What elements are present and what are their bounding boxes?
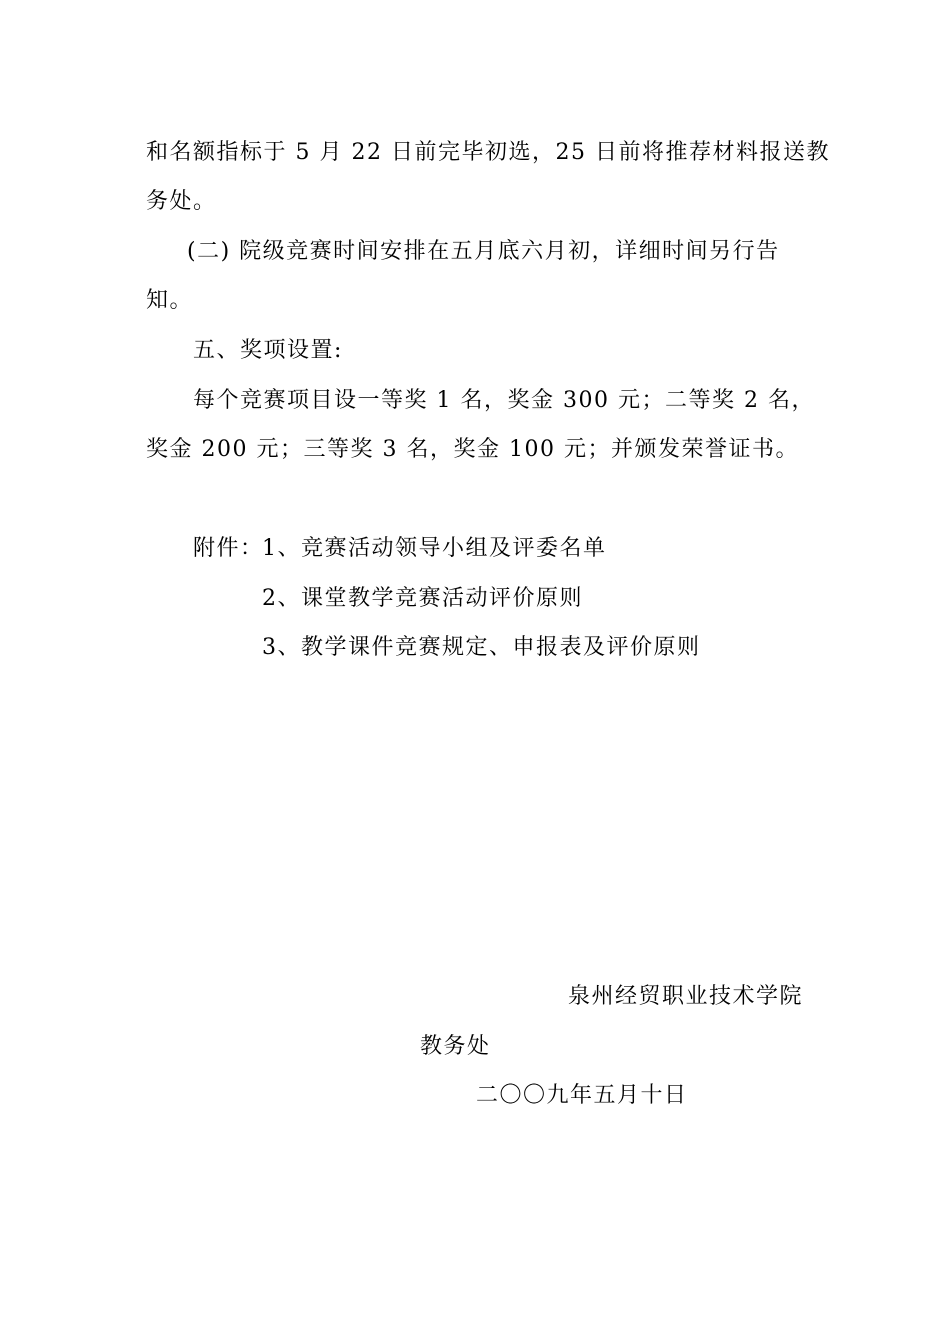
section-heading: 五、奖项设置: bbox=[193, 338, 343, 363]
signature-department: 教务处 bbox=[420, 1034, 491, 1059]
attachment-item: 3、教学课件竞赛规定、申报表及评价原则 bbox=[262, 635, 701, 660]
paragraph-line: 知。 bbox=[146, 288, 194, 313]
attachments-label: 附件： bbox=[193, 536, 264, 561]
paragraph-line: 奖金 200 元；三等奖 3 名，奖金 100 元；并颁发荣誉证书。 bbox=[146, 437, 799, 462]
signature-organization: 泉州经贸职业技术学院 bbox=[568, 984, 804, 1009]
paragraph-line: (二) 院级竞赛时间安排在五月底六月初，详细时间另行告 bbox=[187, 239, 780, 264]
paragraph-line: 务处。 bbox=[146, 189, 217, 214]
attachment-item: 1、竞赛活动领导小组及评委名单 bbox=[262, 536, 607, 561]
paragraph-line: 和名额指标于 5 月 22 日前完毕初选，25 日前将推荐材料报送教 bbox=[146, 140, 830, 165]
signature-date: 二〇〇九年五月十日 bbox=[476, 1083, 688, 1108]
paragraph-line: 每个竞赛项目设一等奖 1 名，奖金 300 元；二等奖 2 名， bbox=[193, 388, 815, 413]
attachment-item: 2、课堂教学竞赛活动评价原则 bbox=[262, 586, 583, 611]
